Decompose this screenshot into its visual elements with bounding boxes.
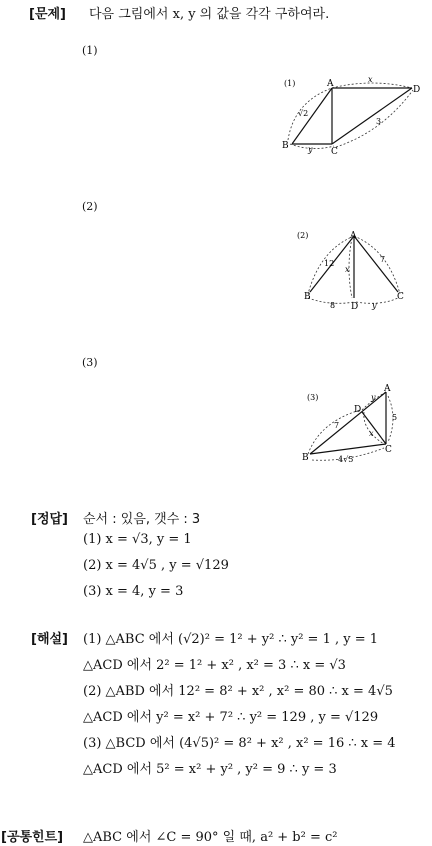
fig1-len-3: 3 [376, 117, 382, 126]
explanation-line-3: (2) △ABD 에서 12² = 8² + x² , x² = 80 ∴ x = 4√5 [83, 684, 393, 699]
part-2-label: (2) [82, 200, 98, 213]
figure-2 [294, 228, 412, 312]
answer-line-3: (3) x = 4, y = 3 [83, 584, 184, 599]
fig3-len-5: 5 [392, 413, 398, 422]
fig2-point-c: C [397, 292, 404, 302]
problem-tag: [문제] [29, 7, 66, 22]
fig2-len-7: 7 [380, 255, 386, 264]
fig1-tag: (1) [284, 79, 296, 88]
explanation-line-2: △ACD 에서 2² = 1² + x² , x² = 3 ∴ x = √3 [83, 658, 346, 673]
fig1-point-d: D [413, 85, 421, 95]
fig1-len-y: y [308, 145, 313, 154]
fig3-len-y: y [371, 393, 376, 402]
explanation-line-4: △ACD 에서 y² = x² + 7² ∴ y² = 129 , y = √129 [83, 710, 379, 725]
hint-text: △ABC 에서 ∠C = 90° 일 때, a² + b² = c² [83, 830, 338, 845]
fig3-point-a: A [384, 384, 391, 394]
fig2-len-12: 12 [324, 259, 335, 268]
fig2-len-y: y [372, 301, 377, 310]
fig3-point-d: D [354, 405, 362, 415]
fig3-len-x: x [369, 429, 374, 438]
fig3-point-b: B [302, 453, 309, 463]
explanation-line-6: △ACD 에서 5² = x² + y² , y² = 9 ∴ y = 3 [83, 762, 337, 777]
fig3-tag: (3) [307, 393, 319, 402]
explanation-line-5: (3) △BCD 에서 (4√5)² = 8² + x² , x² = 16 ∴ x = 4 [83, 736, 396, 751]
fig1-point-a: A [327, 79, 334, 89]
figure-1 [282, 74, 422, 156]
fig1-point-c: C [331, 147, 338, 156]
fig2-point-d: D [351, 302, 359, 312]
explanation-line-1: (1) △ABC 에서 (√2)² = 1² + y² ∴ y² = 1 , y = 1 [83, 632, 379, 647]
part-3-label: (3) [82, 356, 98, 369]
explanation-tag: [해설] [31, 632, 68, 647]
answer-line-1: (1) x = √3, y = 1 [83, 532, 192, 547]
figure-3 [298, 382, 408, 466]
fig1-len-root2: √2 [298, 109, 309, 118]
fig1-point-b: B [282, 141, 289, 151]
part-1-label: (1) [82, 44, 98, 57]
fig2-len-8: 8 [330, 301, 336, 310]
fig3-point-c: C [385, 445, 392, 455]
answer-line-2: (2) x = 4√5 , y = √129 [83, 558, 229, 573]
fig1-len-x: x [368, 75, 373, 84]
fig2-point-b: B [304, 292, 311, 302]
answer-tag: [정답] [31, 512, 68, 527]
problem-text: 다음 그림에서 x, y 의 값을 각각 구하여라. [89, 7, 330, 22]
answer-summary: 순서 : 있음, 갯수 : 3 [83, 512, 201, 527]
hint-tag: [공통힌트] [1, 830, 64, 845]
fig3-len-7: 7 [334, 421, 340, 430]
fig2-len-x: x [345, 265, 350, 274]
fig3-len-4root5: 4√5 [338, 455, 354, 464]
fig2-point-a: A [350, 231, 357, 241]
fig2-tag: (2) [297, 231, 309, 240]
